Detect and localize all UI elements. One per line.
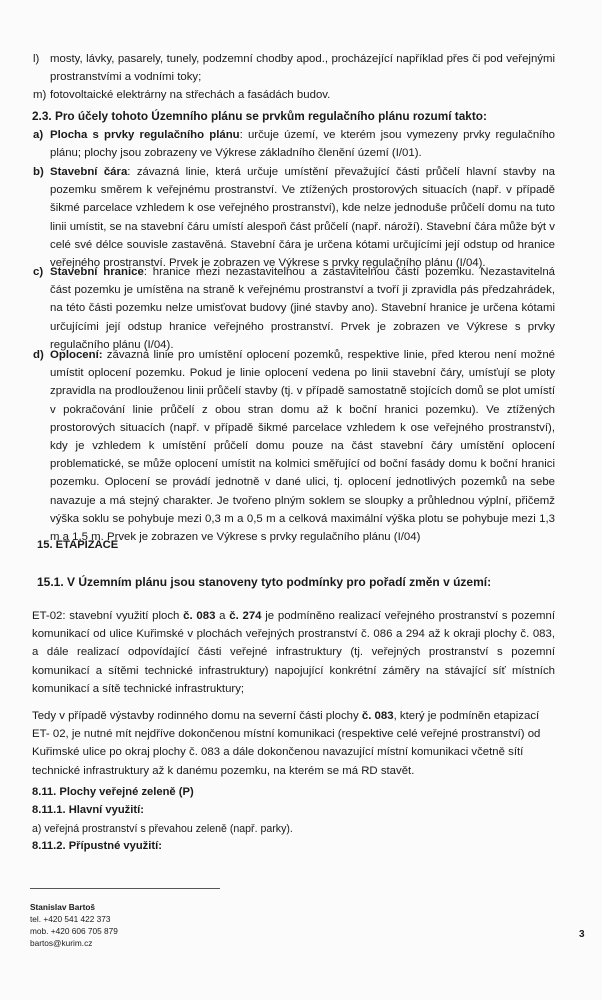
item-body: [50, 346, 555, 546]
explanation-paragraph: [32, 707, 555, 780]
item-marker: a): [33, 129, 44, 141]
item-marker: b): [33, 166, 44, 178]
definition-text: určuje území, ve kterém jsou vymezeny prvky regulačního plánu; plochy jsou zobrazeny ve Výkrese základního členění území (I/01).: [50, 129, 555, 160]
item-marker: c): [33, 266, 44, 278]
item-marker: d): [33, 349, 44, 361]
plot-number: č. 083: [183, 610, 216, 622]
term-sep: :: [239, 129, 243, 141]
term-sep: :: [143, 266, 147, 278]
et02-paragraph: [32, 607, 555, 698]
section-heading-2-3: 2.3. Pro účely tohoto Územního plánu se prvkům regulačního plánu rozumí takto:: [32, 109, 487, 123]
list-item-a: a) veřejná prostranství s převahou zeleně (např. parky).: [32, 823, 293, 835]
definition-text: závazná linie, která určuje umístění převažující části průčelí hlavní stavby na pozemku směrem k veřejnému prostranství. Ve ztížených prostorových situacích (např. v případě šikmé parcelace vzhledem k ose veřejného prostranství), kde nelze jednoduše průčelí domu na tuto linii umístit, se na stavební čáru umístí alespoň část průčelí (např. nároží). Stavební čára může být v celé své délce souvisle zastavěná. Stavební čára je určena kótami určujícími její odstup od hranice veřejného prostranství. Prvek je zobrazen ve Výkrese s prvky regulačního plánu (I/04).: [50, 166, 555, 270]
section-subheading-15-1: 15.1. V Územním plánu jsou stanoveny tyto podmínky pro pořadí změn v území:: [37, 575, 492, 589]
term: Oplocení:: [50, 349, 103, 361]
definition-text: závazná linie pro umístění oplocení pozemků, respektive linie, před kterou není možné umístit oplocení pozemku. Pokud je linie oplocení vedena po linii stavební čáry, umísťují se ploty zpravidla na prodlouženou linii průčelí stavby (tj. v případě samostatně stojících domů se plot umístí v pokračování linie průčelí z obou stran domu až k boční hranici pozemku). Ve ztížených prostorových situacích (např. v případě šikmé parcelace vzhledem k ose veřejného prostranství), kdy je vzhledem k umístění průčelí domu pouze na část stavební čáry umístění oplocení problematické, se může oplocení umístit na kolmici směřující od boční fasády domu k boční hranici pozemku. Oplocení se provádí jednotně v dané ulici, tj. oplocení jednotlivých pozemků na sebe navazuje a má stejný charakter. Je tvořeno plným soklem se sloupky a průhlednou výplní, přičemž výška soklu se pohybuje mezi 0,3 m a 0,5 m a celková maximální výška plotu se pohybuje mezi 1,3 m a 1,5 m. Prvek je zobrazen ve Výkrese s prvky regulačního plánu (I/04): [50, 349, 555, 544]
list-item-text: fotovoltaické elektrárny na střechách a fasádách budov.: [50, 89, 331, 101]
author-name: Stanislav Bartoš: [30, 902, 96, 912]
term: Plocha s prvky regulačního plánu: [50, 129, 240, 141]
subheading-8-11-1: 8.11.1. Hlavní využití:: [32, 804, 144, 816]
list-marker: m): [33, 89, 47, 101]
item-body: [50, 163, 555, 272]
plot-number: č. 083: [361, 710, 394, 722]
item-body: [50, 263, 555, 354]
term-sep: :: [127, 166, 131, 178]
author-email: bartos@kurim.cz: [30, 938, 93, 948]
author-mobile: mob. +420 606 705 879: [30, 926, 118, 936]
term: Stavební hranice: [50, 266, 144, 278]
text-run: Tedy v případě výstavby rodinného domu na severní části plochy: [32, 710, 362, 722]
list-marker: l): [33, 53, 40, 65]
footer-divider: [30, 888, 220, 889]
section-heading-15: 15. ETAPIZACE: [37, 539, 119, 551]
plot-number: č. 274: [229, 610, 262, 622]
section-heading-8-11: 8.11. Plochy veřejné zeleně (P): [32, 786, 194, 798]
item-body: [50, 126, 555, 162]
term: Stavební čára: [50, 166, 128, 178]
definition-text: hranice mezi nezastavitelnou a zastavitelnou částí pozemku. Nezastavitelná část pozemku je umístěna na straně k veřejnému prostranství a tvoří ji zpravidla pás předzahrádek, na této části pozemku nelze umisťovat budovy (jiné stavby ano). Stavební hranice je určena kótami určujícími její odstup hranice veřejného prostranství. Prvek je zobrazen ve Výkrese s prvky regulačního plánu (I/04).: [50, 266, 555, 351]
text-run: , který je podmíněn etapizací ET- 02, je nutné mít nejdříve dokončenou místní komunikaci (respektive celé veřejné prostranství) od Kuřimské ulice po okraj plochy č. 083 a dále dokončenou navazující místní komunikaci včetně sítí technické infrastruktury až k danému pozemku, na kterém se má RD stavět.: [32, 710, 541, 777]
page-number: 3: [579, 929, 585, 940]
text-run: je podmíněno realizací veřejného prostranství s pozemní komunikací od ulice Kuřimské v plochách veřejných prostranství č. 086 a 294 až k okraji plochy č. 083, a dále realizací odpovídající části veřejné infrastruktury (tj. veřejných prostranství s pozemní komunikací a sítěmi technické infrastruktury) napojující konkrétní záměry na stávající síť místních komunikací a sítě technické infrastruktury;: [32, 610, 555, 695]
list-item-text: mosty, lávky, pasarely, tunely, podzemní chodby apod., procházející například přes či pod veřejnými prostranstvími a vodními toky;: [50, 53, 555, 84]
author-phone: tel. +420 541 422 373: [30, 914, 111, 924]
text-run: a: [215, 610, 230, 622]
text-run: ET-02: stavební využití ploch: [32, 610, 184, 622]
subheading-8-11-2: 8.11.2. Přípustné využití:: [32, 840, 162, 852]
